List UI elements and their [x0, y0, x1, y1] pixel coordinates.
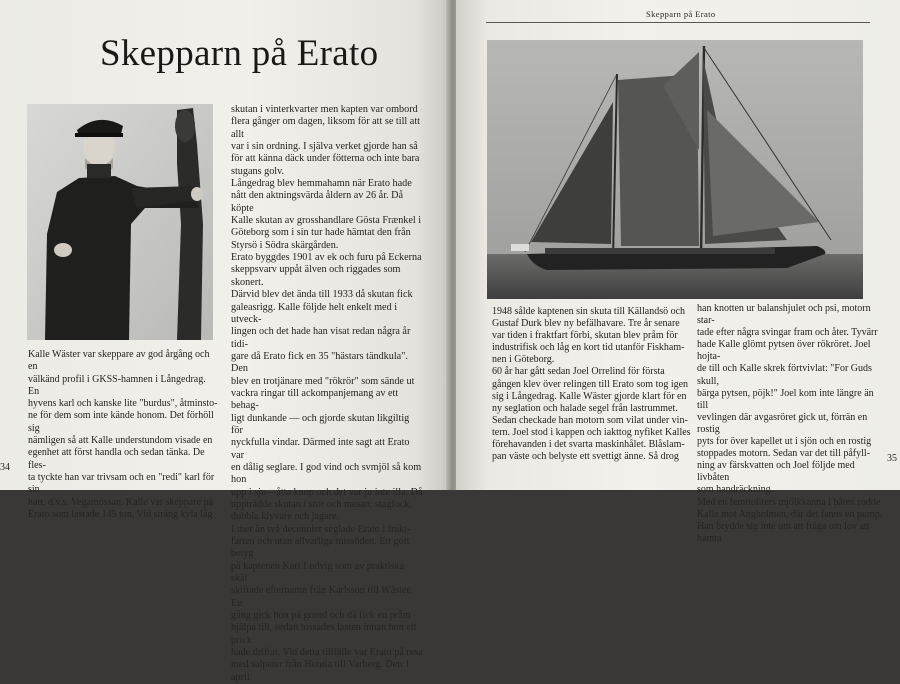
- left-body-text: skutan i vinterkvarter men kapten var ombord flera gånger om dagen, liksom för att se till att allt var i sin ordning. I själva verket gjorde han så för att känna däck under fötterna och inte bara stugans golv. Långedrag blev hemmahamn när Erato hade nått den aktningsvärda åldern av 26 år. Då köpte Kalle skutan av grosshandlare Gösta Frænkel i Göteborg som i sin tur hade hämtat den från Styrsö i Södra skärgården. Erato byggdes 1901 av ek och furu på Eckerna skeppsvarv uppåt älven och riggades som skonert. Därvid blev det ända till 1933 då skutan fick galeasrigg. Kalle följde helt enkelt med i utveck- lingen och det hade han visat redan några år tidi- gare då Erato fick en 35 "hästars tändkula". Den blev en trotjänare med "rökrör" som sände ut vackra ringar till ackompanjemang av ett behag- ligt dunkande — och gjorde skutan likgiltig för nyckfulla vindar. Därmed inte sagt att Erato var en dålig seglare. I god vind och svmjöl så kom hon upp i sju—åtta knop och det var ju inte illa. Då uppträdde skutan i stor och mesan, stagfock, dubbla klyvare och jagare. I mer än två decennier seglade Erato i frakt- farten och utan allvarliga missöden. Ett gott betyg på kaptenen Karl Ludvig som av praktiska skäl skiftade efternamn från Karlsson till Wäster. En gång gick hon på grund och då fick en pråm hjälpa till, sedan lossades lasten innan hon ett prick hade driftat. Vid detta tillfälle var Erato på resa med salpeter från Herøia till Varberg. Den 1 april: [231, 104, 423, 683]
- right-column-1: 1948 sålde kaptenen sin skuta till Källandsö och Gustaf Durk blev ny befälhavare. Tre år senare var tiden i fraktfart förbi, skutan blev pråm för industrifisk och låg en kort tid utanför Fiskham- nen i Göteborg. 60 år har gått sedan Joel Orrelind för första gången klev över relingen till Erato som tog igen sig i Långedrag. Kalle Wäster gjorde klart för en ny seglation och halade segel från lastrummet. Sedan checkade han motorn som vilat under vin- tern. Joel stod i kappen och iakttog nyfiket Kalles förehavanden i det svarta maskinhålet. Blåslam- pan väste och belyste ett svettigt änne. Så drog: [492, 306, 691, 463]
- page-number-left: 34: [0, 462, 10, 473]
- header-rule: [486, 22, 870, 23]
- portrait-photo: [27, 104, 213, 340]
- ship-photo: [487, 40, 863, 299]
- portrait-caption: Kalle Wäster var skeppare av god årgång och en välkänd profil i GKSS-hamnen i Långedrag. En hyvens karl och kanske lite "burdus", åtminsto- ne för dem som inte kände honom. Det förhöll sig nämligen så att Kalle understundom visade en egenhet att först handla och sedan tänka. De fles- ta tyckte han var trivsam och en "redi" karl för sin hatt, d.v.s. Vegamössan. Kalle var skeppare på Erato som lastade 145 ton. Vid sträng kyla låg: [28, 349, 218, 520]
- right-page: [456, 0, 900, 544]
- page-number-right: 35: [887, 453, 897, 464]
- page-title: Skepparn på Erato: [100, 33, 379, 74]
- running-head: Skepparn på Erato: [646, 9, 716, 19]
- right-column-2: han knotten ur balanshjulet och psi, motorn star- tade efter några svingar fram och åter. Tyvärr hade Kalle glömt pytsen över rökröret. Joel hojta- de till och Kalle skrek förtvivlat: "For Guds skull, bärga pytsen, pöjk!" Joel kom inte längre än till vevlingen där avgasröret gick ut, förrän en rostig pyts for över kapellet ut i sjön och en rostig stoppades motorn. Sedan var det till påfyll- ning av färskvatten och Joel följde med livbåten som handräckning. Med en femtioliters mjölkkanna i båten rodde Kalle mot Angholmen, där det fanns en pump. Han brydde sig inte om att fråga om lov att hämta: [697, 303, 883, 544]
